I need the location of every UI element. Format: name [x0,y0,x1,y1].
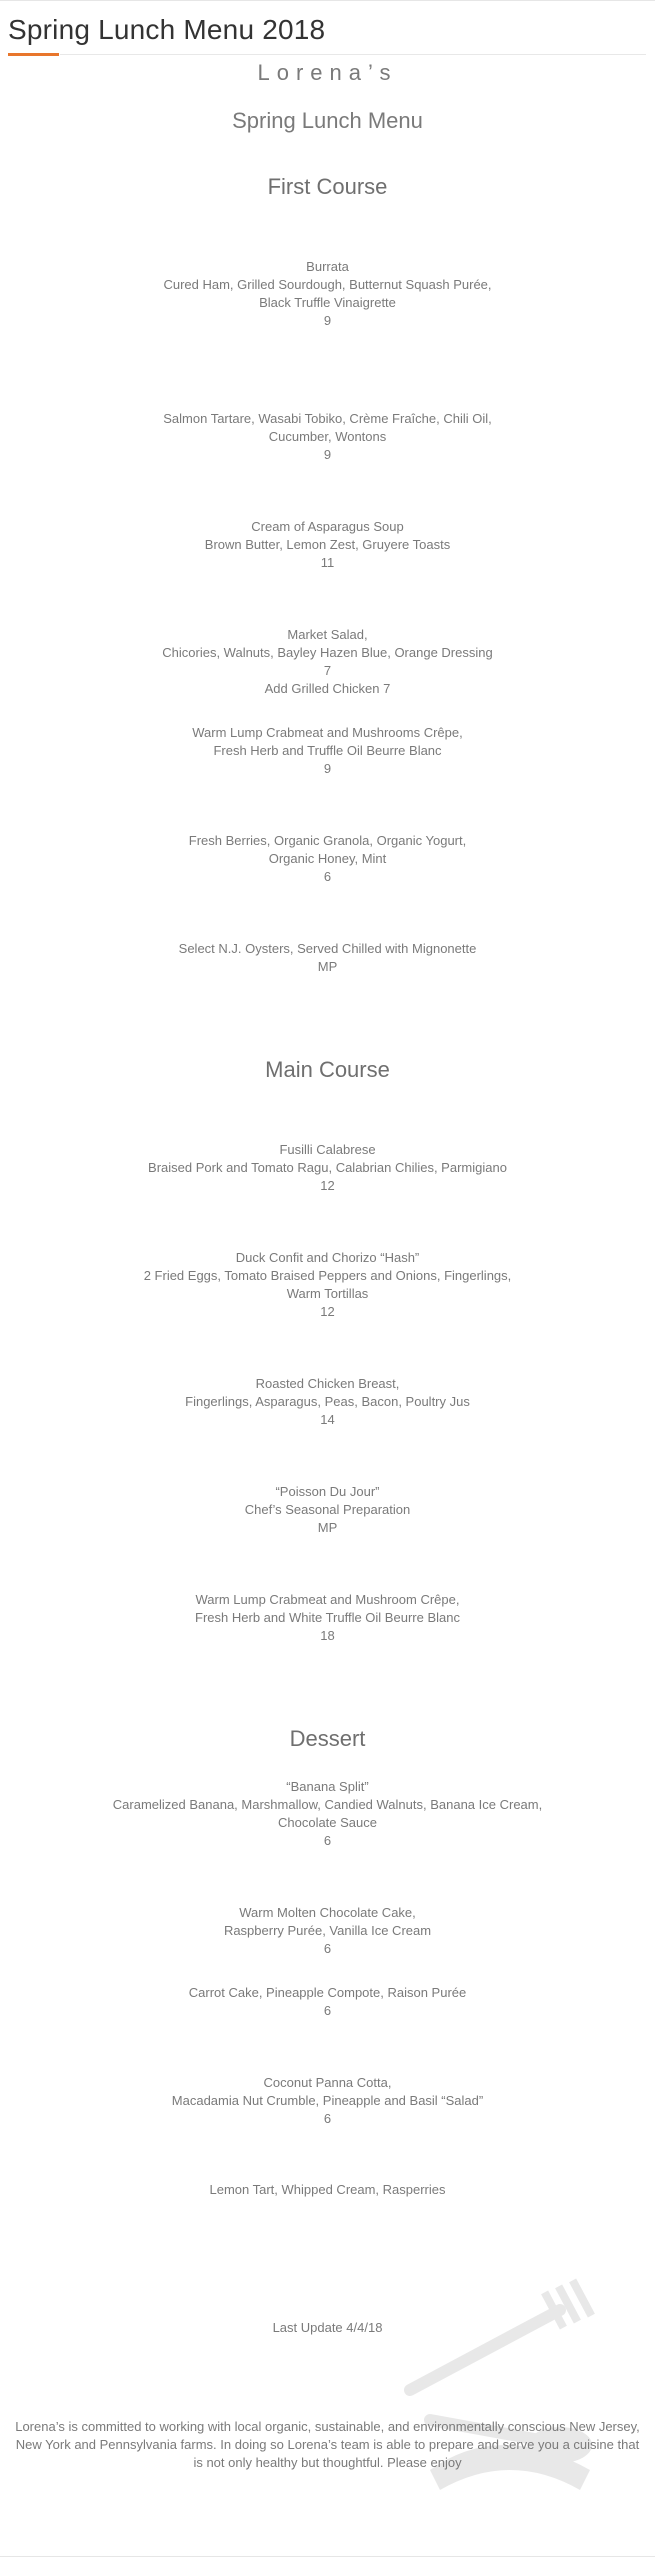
item-price: 6 [323,869,332,884]
last-update: Last Update 4/4/18 [272,2320,383,2335]
restaurant-name: Lorena’s [257,60,398,85]
item-description: Chicories, Walnuts, Bayley Hazen Blue, Orange Dressing [162,645,493,660]
item-name: Burrata [306,259,349,274]
header-divider [60,54,646,55]
item-description: 2 Fried Eggs, Tomato Braised Peppers and Onions, Fingerlings, [143,1268,512,1283]
item-price: 7 [323,663,332,678]
item-description: Cured Ham, Grilled Sourdough, Butternut Squash Purée, [163,277,492,292]
bottom-divider [0,2556,655,2557]
menu-item [0,1375,655,1429]
item-price: 11 [320,555,335,570]
item-price: 6 [323,1833,332,1848]
top-divider [0,0,655,1]
section-heading-first-course: First Course [267,174,388,199]
item-name: Market Salad, [287,627,368,642]
item-price: MP [317,1520,338,1535]
item-name: Roasted Chicken Breast, [255,1376,400,1391]
item-price: 6 [323,1941,332,1956]
item-price: 12 [320,1304,335,1319]
menu-item [0,626,655,698]
item-price: 6 [323,2111,332,2126]
item-name: Cream of Asparagus Soup [251,519,404,534]
item-description: Raspberry Purée, Vanilla Ice Cream [223,1923,432,1938]
menu-item [0,940,655,976]
item-name: “Banana Split” [286,1779,369,1794]
section-heading-dessert: Dessert [289,1726,366,1751]
item-price: 9 [323,313,332,328]
page-title: Spring Lunch Menu 2018 [8,14,326,45]
menu-item [0,2074,655,2128]
item-description: Warm Tortillas [286,1286,369,1301]
item-price: MP [317,959,338,974]
item-description: Braised Pork and Tomato Ragu, Calabrian Chilies, Parmigiano [148,1160,507,1175]
item-name: Carrot Cake, Pineapple Compote, Raison Purée [188,1985,467,2000]
item-description: Chef’s Seasonal Preparation [244,1502,411,1517]
item-price: 12 [320,1178,335,1193]
item-name: Warm Molten Chocolate Cake, [239,1905,416,1920]
item-description: Brown Butter, Lemon Zest, Gruyere Toasts [204,537,451,552]
item-name: Warm Lump Crabmeat and Mushrooms Crêpe, [192,725,463,740]
item-addon: Add Grilled Chicken 7 [264,681,391,696]
menu-item [0,1984,655,2020]
menu-item [0,832,655,886]
item-name: Warm Lump Crabmeat and Mushroom Crêpe, [195,1592,460,1607]
menu-subtitle: Spring Lunch Menu [232,108,423,133]
item-name: Fusilli Calabrese [279,1142,376,1157]
menu-item [0,1141,655,1195]
item-description: Fingerlings, Asparagus, Peas, Bacon, Poultry Jus [185,1394,470,1409]
menu-item [0,410,655,464]
item-name: Salmon Tartare, Wasabi Tobiko, Crème Fraîche, Chili Oil, [163,411,492,426]
title-accent-underline [8,53,59,56]
page-header [0,0,655,58]
item-price: 6 [323,2003,332,2018]
item-name: Coconut Panna Cotta, [263,2075,392,2090]
menu-item [0,258,655,330]
menu-item [0,724,655,778]
item-description: Organic Honey, Mint [268,851,387,866]
section-heading-main-course: Main Course [265,1057,390,1082]
item-name: Select N.J. Oysters, Served Chilled with Mignonette [178,941,477,956]
sustainability-note: Lorena’s is committed to working with local organic, sustainable, and environmentally conscious New Jersey, New York and Pennsylvania farms. In doing so Lorena’s team is able to prepare and serve you a cuisine that is not only healthy but thoughtful. Please enjoy [15,2419,640,2470]
menu-item [0,1778,655,1850]
item-price: 18 [320,1628,335,1643]
menu-item [0,1904,655,1958]
item-description: Caramelized Banana, Marshmallow, Candied Walnuts, Banana Ice Cream, [112,1797,543,1812]
item-description: Chocolate Sauce [277,1815,377,1830]
item-description: Black Truffle Vinaigrette [259,295,396,310]
item-description: Cucumber, Wontons [268,429,387,444]
item-description: Fresh Herb and White Truffle Oil Beurre Blanc [195,1610,460,1625]
menu-item [0,518,655,572]
menu-item [0,1249,655,1321]
item-description: Macadamia Nut Crumble, Pineapple and Basil “Salad” [171,2093,484,2108]
item-name: “Poisson Du Jour” [275,1484,380,1499]
item-name: Fresh Berries, Organic Granola, Organic Yogurt, [188,833,467,848]
item-description: Fresh Herb and Truffle Oil Beurre Blanc [213,743,442,758]
item-name: Duck Confit and Chorizo “Hash” [235,1250,420,1265]
item-name: Lemon Tart, Whipped Cream, Rasperries [209,2182,446,2197]
item-price: 9 [323,761,332,776]
item-price: 14 [320,1412,335,1427]
menu-item [0,1591,655,1645]
menu-item [0,1483,655,1537]
menu-item [0,2181,655,2199]
item-price: 9 [323,447,332,462]
